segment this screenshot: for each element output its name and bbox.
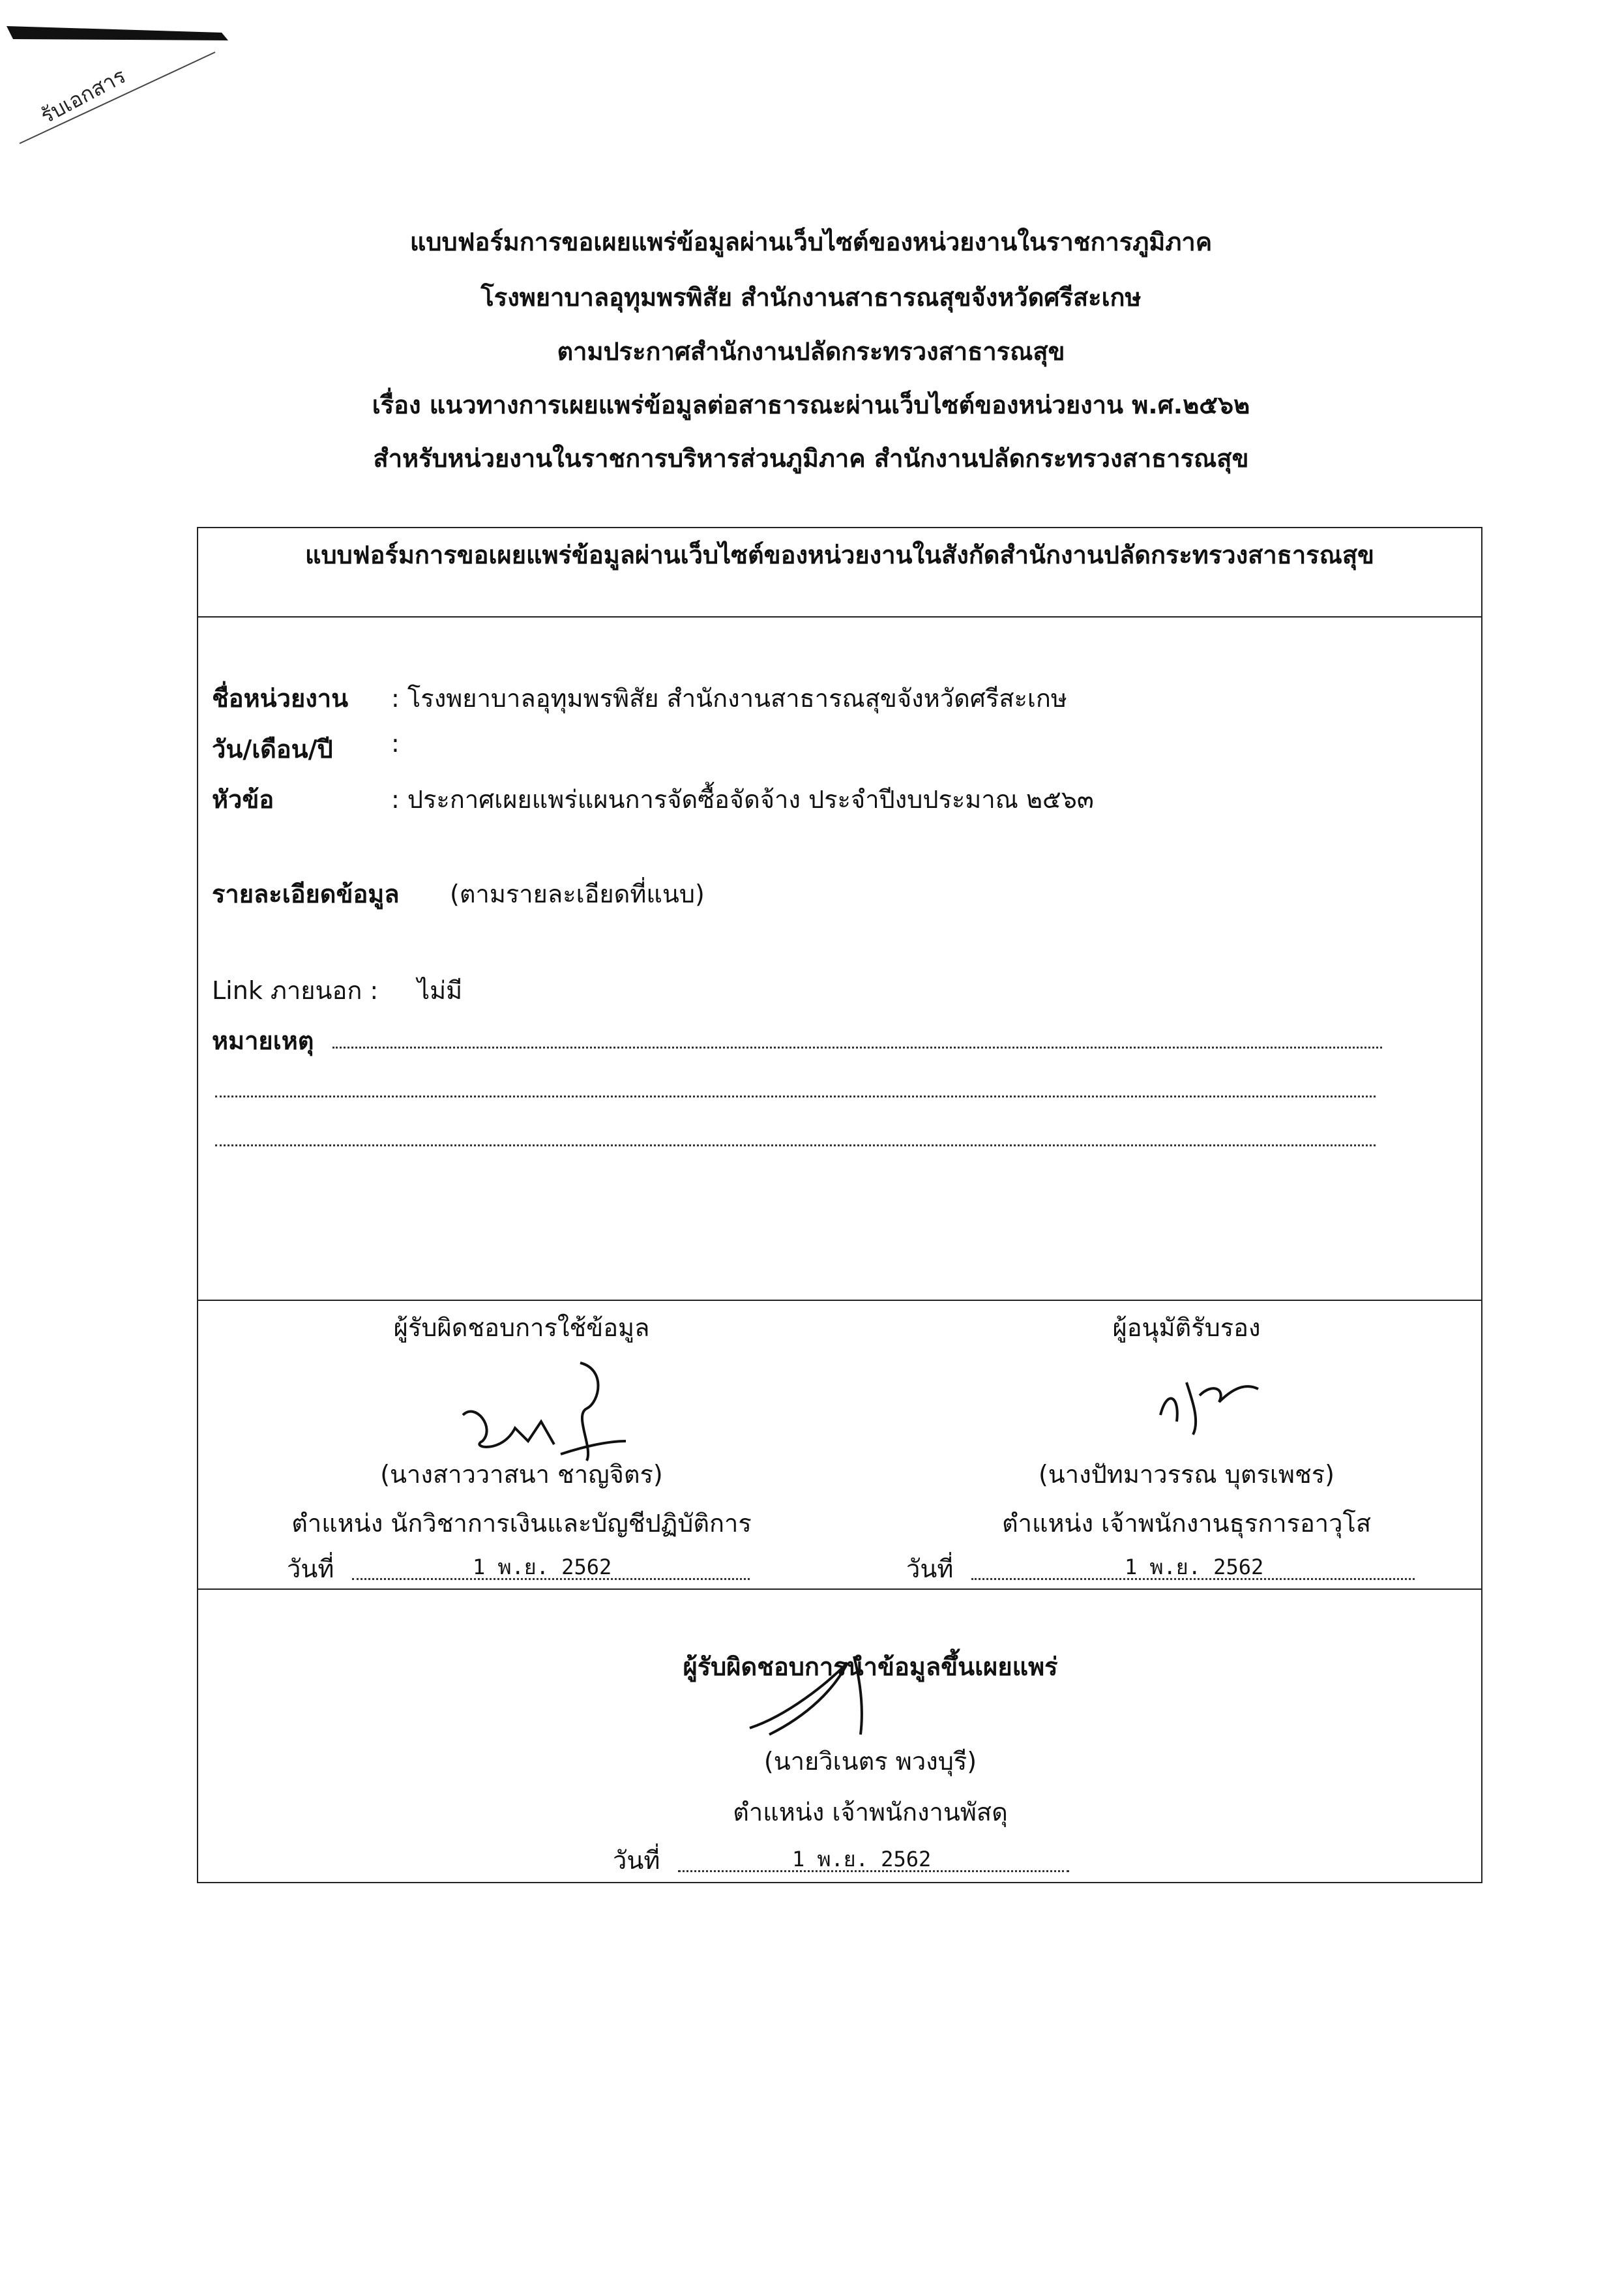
remark-dotted-line-1 <box>332 1047 1382 1049</box>
detail-value: (ตามรายละเอียดที่แนบ) <box>450 880 705 908</box>
remark-dotted-line-2 <box>215 1096 1376 1097</box>
remark-dotted-line-3 <box>215 1144 1376 1146</box>
publisher-position: ตำแหน่ง เจ้าพนักงานพัสดุ <box>733 1798 1008 1826</box>
corner-stamp-text: รับเอกสาร <box>36 63 130 129</box>
divider-publisher <box>197 1588 1482 1590</box>
responsible-use-position: ตำแหน่ง นักวิชาการเงินและบัญชีปฏิบัติการ <box>291 1509 752 1538</box>
approver-signature <box>1147 1363 1265 1441</box>
link-value: ไม่มี <box>417 976 463 1005</box>
approver-date-value: 1 พ.ย. 2562 <box>1125 1555 1264 1579</box>
agency-value: : โรงพยาบาลอุทุมพรพิสัย สำนักงานสาธารณสุขจังหวัดศรีสะเกษ <box>391 684 1067 713</box>
publisher-name: (นายวิเนตร พวงบุรี) <box>763 1747 977 1776</box>
header-line-2: โรงพยาบาลอุทุมพรพิสัย สำนักงานสาธารณสุขจังหวัดศรีสะเกษ <box>480 283 1142 312</box>
header-line-3: ตามประกาศสำนักงานปลัดกระทรวงสาธารณสุข <box>557 337 1065 366</box>
link-label: Link ภายนอก : <box>212 976 379 1005</box>
publisher-date-label: วันที่ <box>613 1846 660 1875</box>
topic-value: : ประกาศเผยแพร่แผนการจัดซื้อจัดจ้าง ประจำปีงบประมาณ ๒๕๖๓ <box>391 785 1094 814</box>
divider-signatures <box>197 1300 1482 1301</box>
publisher-date-value: 1 พ.ย. 2562 <box>792 1847 932 1871</box>
form-box-title: แบบฟอร์มการขอเผยแพร่ข้อมูลผ่านเว็บไซต์ของหน่วยงานในสังกัดสำนักงานปลัดกระทรวงสาธารณสุข <box>304 541 1375 569</box>
approver-position: ตำแหน่ง เจ้าพนักงานธุรการอาวุโส <box>1001 1509 1372 1538</box>
responsible-use-signature <box>450 1350 639 1467</box>
approver-heading: ผู้อนุมัติรับรอง <box>1112 1313 1261 1342</box>
publisher-signature <box>737 1643 906 1741</box>
publisher-heading: ผู้รับผิดชอบการนำข้อมูลขึ้นเผยแพร่ <box>683 1652 1058 1681</box>
corner-stamp-mark <box>7 13 241 157</box>
responsible-use-heading: ผู้รับผิดชอบการใช้ข้อมูล <box>393 1313 650 1342</box>
header-line-5: สำหรับหน่วยงานในราชการบริหารส่วนภูมิภาค สำนักงานปลัดกระทรวงสาธารณสุข <box>373 444 1249 473</box>
date-label: วัน/เดือน/ปี <box>212 735 333 764</box>
date-value: : <box>391 729 400 758</box>
header-line-4: เรื่อง แนวทางการเผยแพร่ข้อมูลต่อสาธารณะผ่านเว็บไซต์ของหน่วยงาน พ.ศ.๒๕๖๒ <box>372 391 1250 419</box>
responsible-use-date-value: 1 พ.ย. 2562 <box>473 1555 612 1579</box>
responsible-use-date-label: วันที่ <box>287 1555 334 1583</box>
agency-label: ชื่อหน่วยงาน <box>212 684 349 713</box>
header-line-1: แบบฟอร์มการขอเผยแพร่ข้อมูลผ่านเว็บไซต์ของหน่วยงานในราชการภูมิภาค <box>409 228 1213 256</box>
approver-name: (นางปัทมาวรรณ บุตรเพชร) <box>1038 1460 1334 1489</box>
approver-date-label: วันที่ <box>906 1555 954 1583</box>
divider-title <box>197 616 1482 618</box>
remark-label: หมายเหตุ <box>212 1026 314 1055</box>
responsible-use-name: (นางสาววาสนา ชาญจิตร) <box>380 1460 663 1489</box>
topic-label: หัวข้อ <box>212 785 274 814</box>
detail-label: รายละเอียดข้อมูล <box>212 880 400 908</box>
